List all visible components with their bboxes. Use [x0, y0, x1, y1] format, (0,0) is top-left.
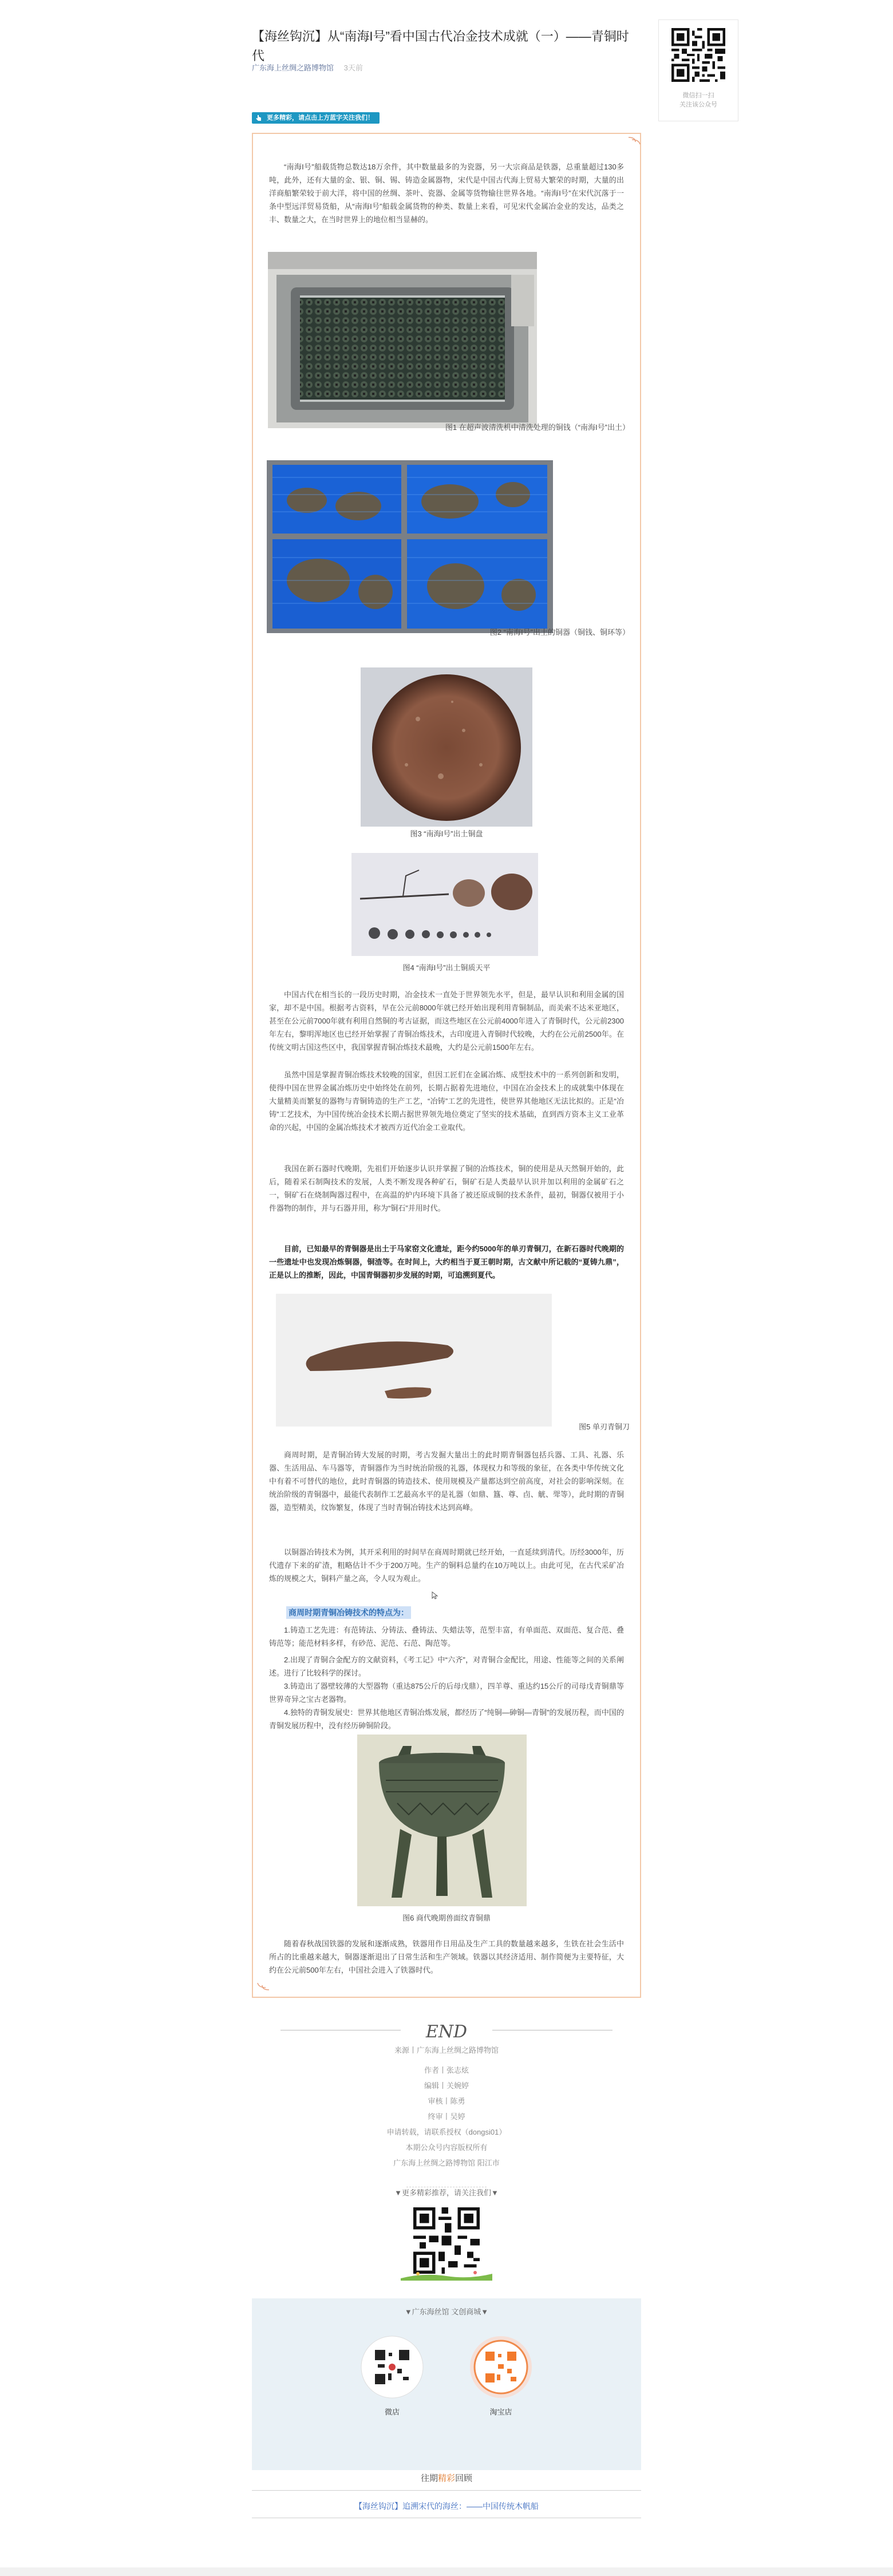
caption-figure-1a [286, 421, 630, 432]
credit-rights: 本期公众号内容版权所有 [405, 2143, 488, 2152]
back-issues-divider-top [252, 2490, 641, 2491]
paragraph-intro: “南海I号”船载货物总数达18万余件，其中数量最多的为瓷器，另一大宗商品是铁器，总重量超过130多吨，此外，还有大量的金、银、铜、锡、铸造金属器物，宋代是中国古代海上贸易大繁荣的时期，大量的出洋商船繁荣较于前大洋，将中国的丝绸、茶叶、瓷器、金属等货物输往世界各地。“南海I号”在宋代沉落于一条中型远洋贸易货船，从“南海I号”船载金属货物的种类、数量上来看，可见宋代金属冶金业的发达，品类之丰、数量之大，在当时世界上的地位相当显赫的。 [269, 163, 624, 224]
taobao-label: 淘宝店 [489, 2408, 512, 2416]
credit-author: 作者丨张志炫 [424, 2066, 469, 2075]
feature-item-4: 4.独特的青铜发展史：世界其他地区青铜冶炼发展，都经历了“纯铜—砷铜—青铜”的发展历程，而中国的青铜发展历程中，没有经历砷铜阶段。 [269, 1708, 624, 1730]
credit-museum: 广东海上丝绸之路博物馆 阳江市 [393, 2159, 500, 2167]
paragraph-earliest-bronze: 目前，已知最早的青铜器是出土于马家窑文化遗址，距今约5000年的单刃青铜刀，在新石器时代晚期的一些遗址中也发现冶炼铜器，铜渣等。在时间上，大约相当于夏王朝时期，古文献中所记载的“夏铸九鼎”，正是以上的推断，因此，中国青铜器初步发展的时期，可追溯到夏代。 [269, 1244, 624, 1279]
taobao-qr-icon [469, 2336, 532, 2399]
section-heading-features: 商周时期青铜冶铸技术的特点为： [286, 1606, 411, 1619]
credit-source: 来源丨广东海上丝绸之路博物馆 [394, 2046, 499, 2055]
shop-section [252, 2298, 641, 2470]
photo-bronze-knife [276, 1294, 552, 1427]
mouse-cursor-icon [432, 1591, 438, 1599]
caption-figure-5: 图5 单刃青铜刀 [579, 1423, 630, 1431]
feature-item-3: 3.铸造出了器壁较薄的大型器物（重达875公斤的后母戊鼎），四羊尊、重达约15公斤的司母戊青铜鼎等世界奇异之宝古老器物。 [269, 1682, 624, 1704]
credits-block [343, 2042, 550, 2171]
photo-bronze-balance [351, 853, 538, 956]
end-mark: END [425, 2022, 468, 2042]
photo-ultrasonic-cleaner-coins [268, 252, 537, 428]
qr-card [658, 19, 738, 121]
qr-code-icon [671, 28, 725, 82]
photo-bronze-ding [357, 1735, 527, 1906]
article-title: 【海丝钩沉】从“南海I号”看中国古代冶金技术成就（一）——青铜时代 [252, 29, 629, 63]
caption-figure-4: 图4 “南海I号”出土铜质天平 [402, 963, 491, 972]
shop-taobao[interactable] [469, 2336, 532, 2417]
paragraph-iron-age: 随着春秋战国铁器的发展和逐渐成熟，铁器用作日用品及生产工具的数量越来越多，生铁在社会生活中所占的比重越来越大，铜器逐渐退出了日常生活和生产领域。铁器以其经济适用、制作简便为主要特征，大约在公元前500年左右，中国社会进入了铁器时代。 [269, 1939, 624, 1974]
credit-contact: 申请转载，请联系授权（dongsi01） [386, 2128, 507, 2136]
paragraph-china-metallurgy: 虽然中国是掌握青铜冶炼技术较晚的国家，但因工匠们在金属冶炼、成型技术中的一系列创新和发明，使得中国在世界金属冶炼历史中始终处在前列，长期占据着先进地位，中国在冶金技术上的成就集中体现在大量精美而繁复的器物与青铜铸造的生产工艺，“冶铸”工艺的先进性，使世界其他地区无法比拟的。正是“冶铸”工艺技术，为中国传统冶金技术长期占据世界领先地位奠定了坚实的技术基础，直到西方资本主义工业革命的兴起，中国的金属冶炼技术才被西方近代冶金工业取代。 [269, 1070, 624, 1132]
credit-reviewer: 审核丨陈勇 [428, 2097, 465, 2105]
back-issues-title [252, 2472, 641, 2484]
qr-caption-1: 微信扫一扫 [682, 92, 714, 99]
corner-ornament-icon [255, 1982, 270, 1991]
paragraph-copper-mining: 以铜器冶铸技术为例，其开采利用的时间早在商周时期就已经开始，一直延续到清代。历经3000年，历代遗存下来的矿渣，粗略估计不少于200万吨。生产的铜料总量约在10万吨以上。由此可见，在古代采矿冶炼的规模之大，铜料产量之高，令人叹为观止。 [269, 1548, 624, 1583]
caption-figure-6: 图6 商代晚期兽面纹青铜鼎 [402, 1914, 491, 1922]
account-name-link[interactable]: 广东海上丝绸之路博物馆 [252, 64, 334, 72]
grass-decoration-icon [401, 2268, 492, 2281]
pointer-hand-icon [255, 114, 262, 121]
photo-bronze-artifacts-baskets [267, 460, 553, 633]
paragraph-neolithic-copper: 我国在新石器时代晚期，先祖们开始逐步认识并掌握了铜的冶炼技术，铜的使用是从天然铜开始的，此后，随着采石制陶技术的发展，人类不断发现各种矿石，铜矿石是人类最早认识并加以利用的金属矿石之一，铜矿石在烧制陶器过程中，在高温的炉内环境下具备了被还原成铜的技术条件，最初，铜器仅被用于小件器物的制作，并与石器并用，称为“铜石”并用时代。 [269, 1164, 624, 1212]
follow-hint: ▼更多精彩推荐，请关注我们▼ [394, 2188, 499, 2197]
caption-figure-2a [286, 626, 630, 637]
paragraph-shang-zhou: 商周时期，是青铜冶铸大发展的时期，考古发掘大量出土的此时期青铜器包括兵器、工具、礼器、乐器、生活用品、车马器等，青铜器作为当时统治阶级的礼器，体现权力和等级的象征，在各类中华传统文化中有着不可替代的地位，此时青铜器的铸造技术、使用规模及产量都达到空前高度，对社会的影响深刻。在统治阶级的青铜器中，最能代表制作工艺最高水平的是礼器（如鼎、簋、尊、卣、觥、斝等），此时期的青铜器，造型精美，纹饰繁复，体现了当时青铜冶铸技术达到高峰。 [269, 1451, 624, 1512]
qr-caption-2: 关注该公众号 [679, 101, 717, 108]
back-title-left: 往期 [420, 2474, 438, 2483]
feature-item-1: 1.铸造工艺先进：有范铸法、分铸法、叠铸法、失蜡法等，范型丰富，有单面范、双面范、复合范、叠铸范等；能范材料多样，有砂范、泥范、石范、陶范等。 [269, 1626, 624, 1647]
shop-microstore[interactable] [361, 2336, 424, 2417]
shop-title: ▼广东海丝馆 文创商城▼ [404, 2308, 489, 2316]
follow-banner-text: 更多精彩，请点击上方蓝字关注我们！ [267, 114, 374, 121]
feature-item-2: 2.出现了青铜合金配方的文献资料，《考工记》中“六齐”，对青铜合金配比，用途、性能等之间的关系阐述。进行了比较科学的探讨。 [269, 1656, 624, 1677]
credit-proofreader: 终审丨吴婷 [428, 2112, 465, 2121]
credit-editor: 编辑丨关婉婷 [424, 2081, 469, 2090]
photo-bronze-plate [361, 667, 532, 827]
back-title-highlight: 精彩 [437, 2474, 455, 2483]
back-issue-link[interactable]: 【海丝钩沉】追溯宋代的海丝：——中国传统木帆船 [354, 2502, 539, 2511]
microstore-label: 微店 [384, 2408, 400, 2416]
publish-date: 3天前 [343, 64, 363, 72]
paragraph-bronze-history: 中国古代在相当长的一段历史时期，冶金技术一直处于世界领先水平，但是，最早认识和利用金属的国家，却不是中国。根据考古资料，早在公元前8000年就已经开始出现利用青铜制品，而美索不达米亚地区，甚至在公元前7000年就有利用自然铜的考古证据，而这些地区在公元前4000年进入了青铜时代，公元前2300年左右，黎明浑地区也已经开始掌握了青铜冶炼技术，古印度进入青铜时代较晚，大约在公元前2500年。在传统文明古国这些区中，我国掌握青铜冶炼技术最晚，大约是公元前1500年左右。 [269, 990, 624, 1052]
corner-ornament-icon [627, 136, 642, 145]
caption-figure-2: 图2 “南海I号”出土的铜器（铜钱、铜环等） [489, 628, 630, 637]
follow-banner[interactable] [252, 112, 380, 124]
follow-qr-code-icon[interactable] [413, 2207, 480, 2274]
article-meta [252, 62, 363, 73]
caption-figure-3: 图3 “南海I号”出土铜盘 [410, 829, 483, 838]
bottom-toolbar [0, 2567, 893, 2576]
back-title-right: 回顾 [455, 2474, 473, 2483]
caption-figure-1: 图1 在超声波清洗机中清洗处理的铜钱（“南海I号”出土） [445, 423, 630, 432]
microstore-qr-icon [361, 2336, 424, 2399]
